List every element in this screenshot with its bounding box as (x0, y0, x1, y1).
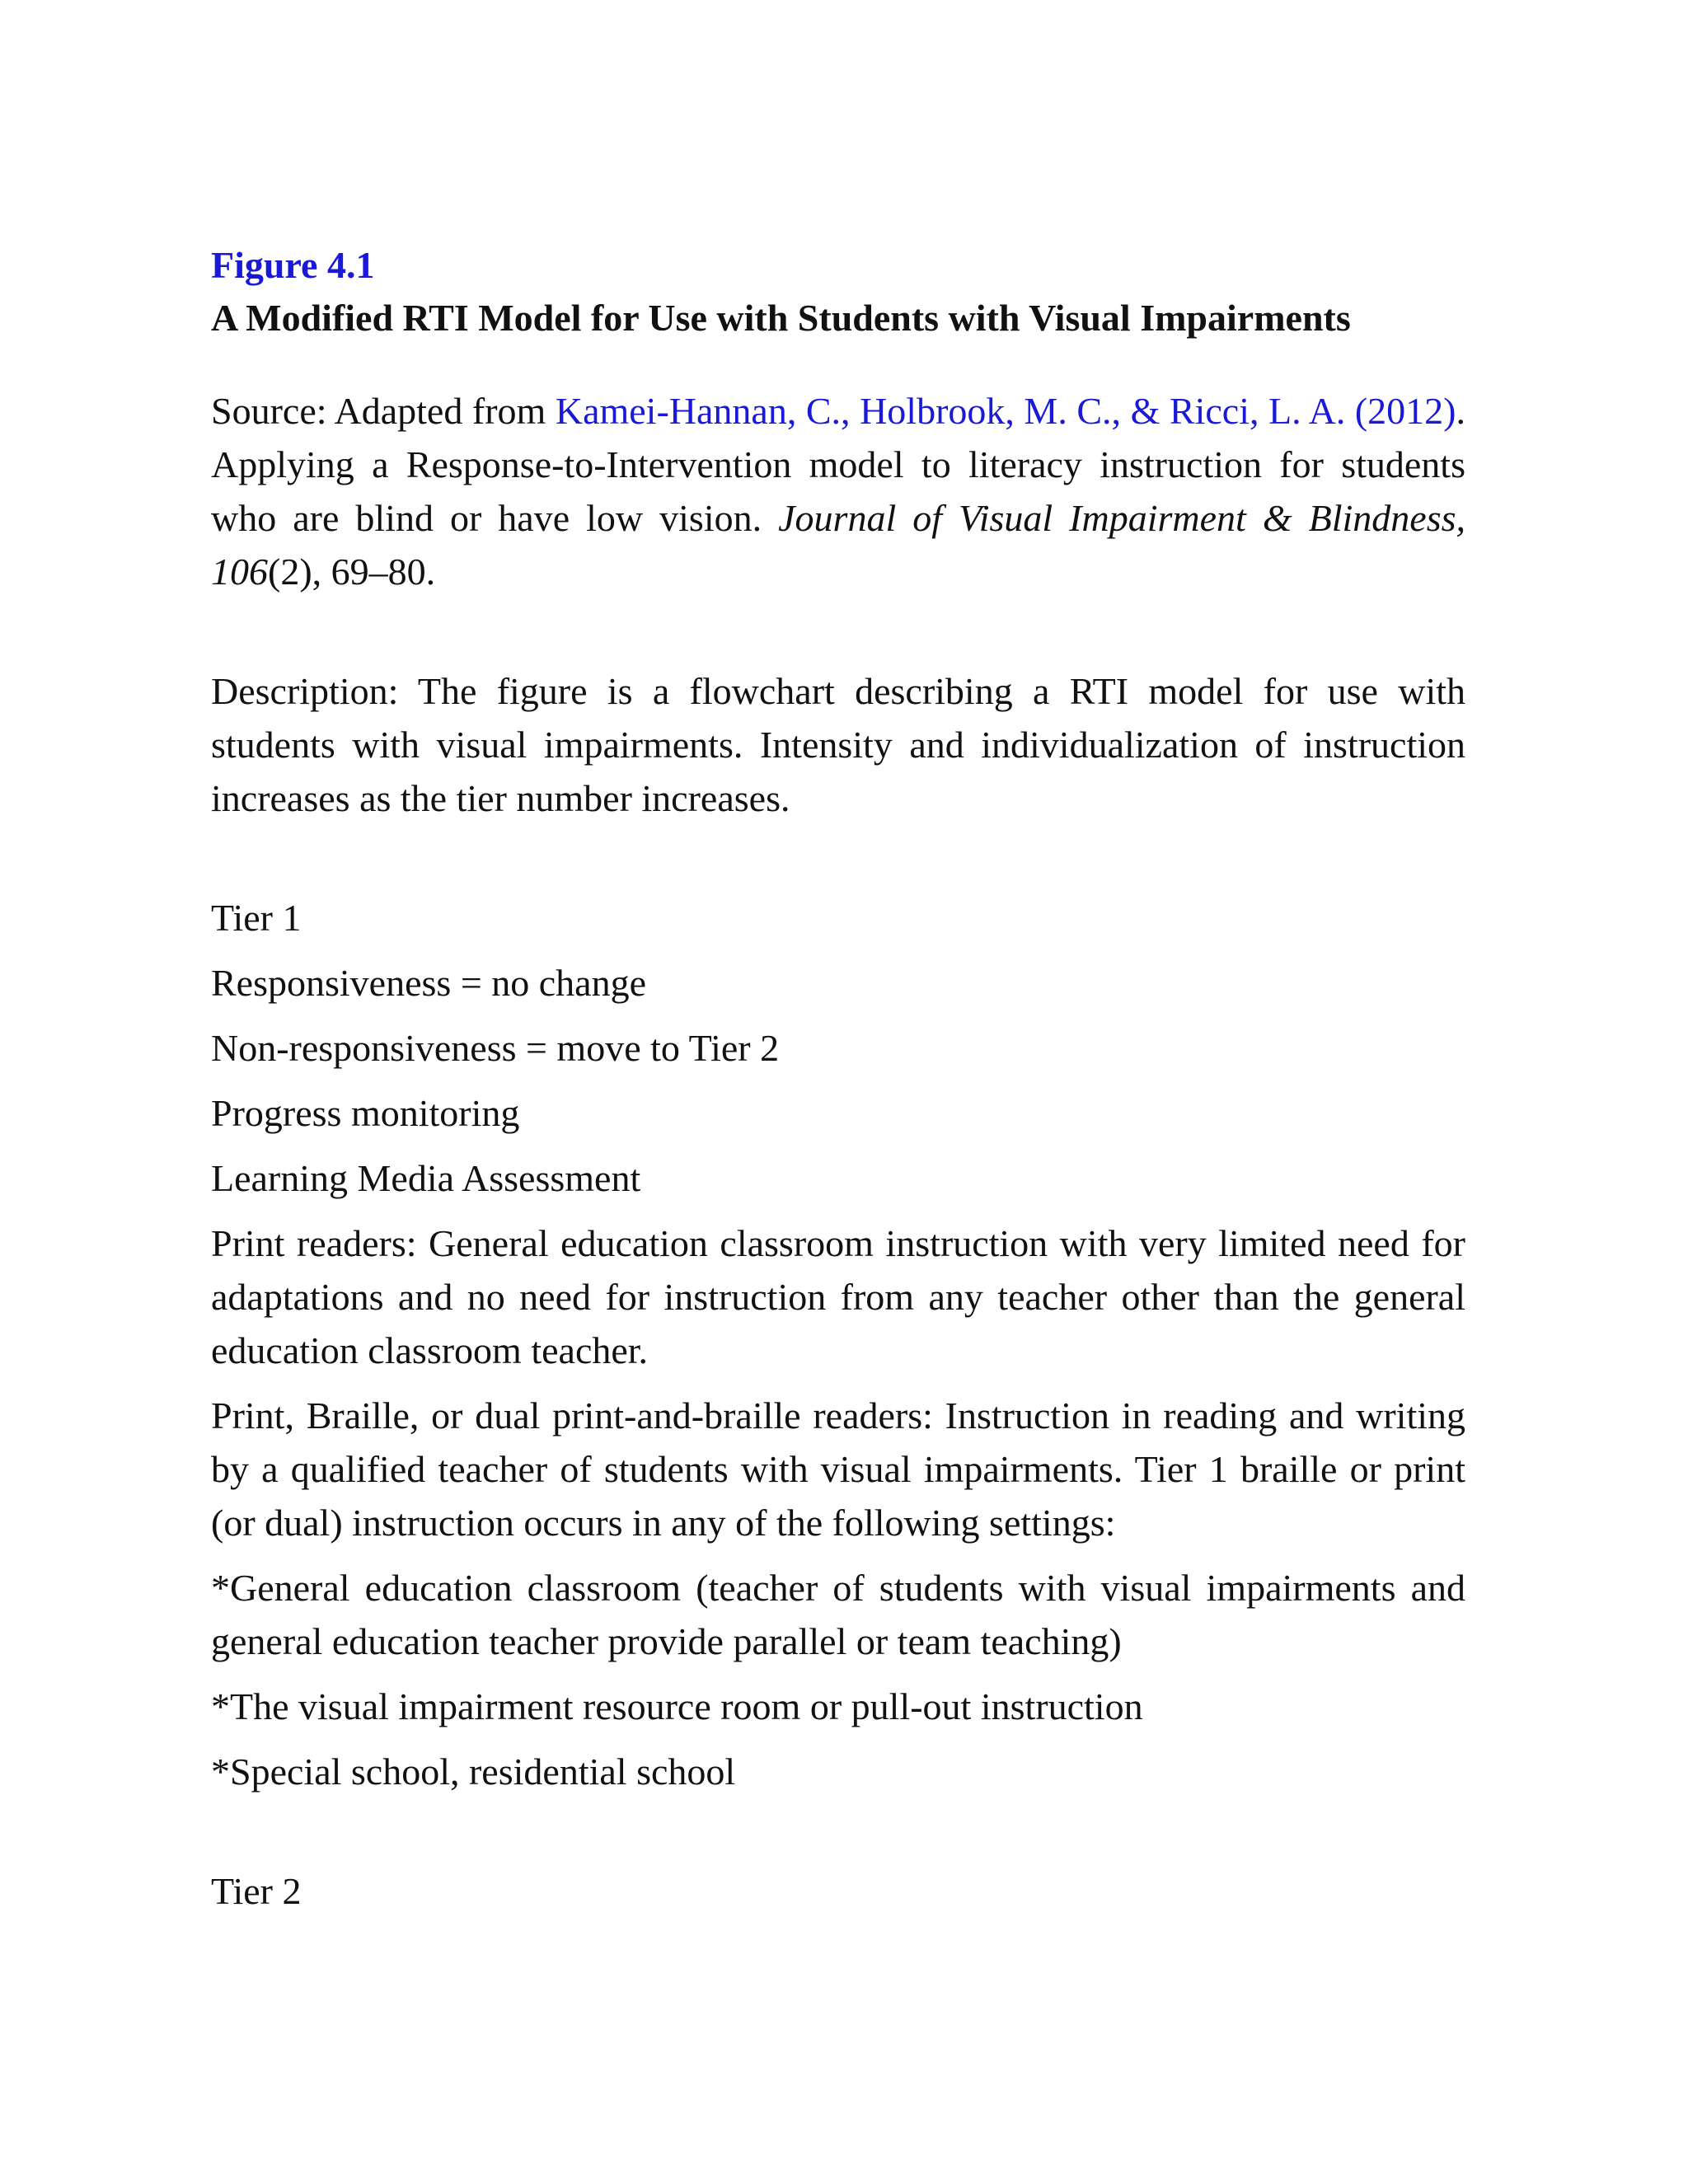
figure-label: Figure 4.1 (211, 244, 375, 286)
figure-title: A Modified RTI Model for Use with Students with Visual Impairments (211, 297, 1351, 339)
source-citation (211, 384, 1465, 598)
tier-1-item: Print readers: General education classroom instruction with very limited need for adaptations and no need for instruction from any teacher other than the general education classroom teacher. (211, 1222, 1465, 1371)
tier-1-item: *Special school, residential school (211, 1750, 736, 1793)
figure-description: Description: The figure is a flowchart describing a RTI model for use with students with visual impairments. Intensity and individualization of instruction increases as the tier number increases. (211, 670, 1465, 819)
journal-name: Journal of Visual Impairment & Blindness, 106 (211, 497, 1465, 593)
document-page (211, 239, 1465, 1918)
tier-1-item: Non-responsiveness = move to Tier 2 (211, 1027, 780, 1069)
source-title: . Applying a Response-to-Intervention model to literacy instruction for students who are blind or have low vision. (211, 390, 1466, 539)
citation-link[interactable]: Kamei-Hannan, C., Holbrook, M. C., & Ricci, L. A. (2012) (555, 390, 1456, 432)
tier-1-item: Print, Braille, or dual print-and-braille readers: Instruction in reading and writing by a qualified teacher of students with visual impairments. Tier 1 braille or print (or dual) instruction occurs in any of the following settings: (211, 1394, 1465, 1544)
tier-1-item: *General education classroom (teacher of students with visual impairments and general education teacher provide parallel or team teaching) (211, 1567, 1465, 1662)
tier-1-item: Progress monitoring (211, 1092, 520, 1134)
tier-1-item: Responsiveness = no change (211, 962, 647, 1004)
issue-pages: (2), 69–80. (268, 551, 436, 593)
tier-1-item: Learning Media Assessment (211, 1157, 641, 1199)
tier-1-heading: Tier 1 (211, 897, 302, 939)
tier-2-heading: Tier 2 (211, 1870, 302, 1912)
source-prefix: Source: Adapted from (211, 390, 556, 432)
tier-1-item: *The visual impairment resource room or pull-out instruction (211, 1685, 1143, 1727)
